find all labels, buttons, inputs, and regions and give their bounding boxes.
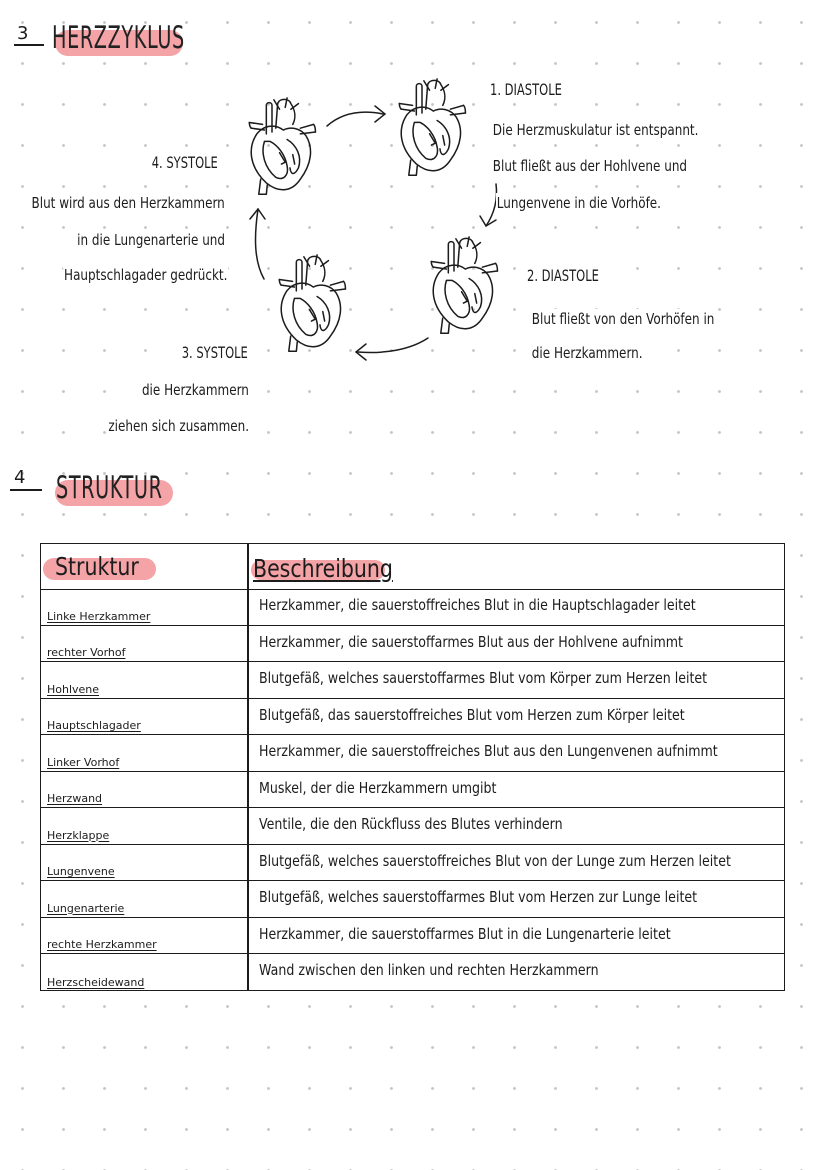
diastole2-line: Blut fließt von den Vorhöfen in — [531, 310, 715, 328]
table-row — [41, 662, 784, 699]
systole4-line: in die Lungenarterie und — [77, 231, 226, 249]
table-row — [41, 626, 784, 663]
table-row — [41, 808, 784, 845]
header-struktur: Struktur — [55, 552, 139, 581]
beschreibung-cell: Herzkammer, die sauerstoffreiches Blut in die Hauptschlagader leitet — [259, 596, 696, 614]
struktur-cell: Herzscheidewand — [47, 975, 145, 989]
table-row — [41, 881, 784, 918]
beschreibung-cell: Blutgefäß, welches sauerstoffarmes Blut vom Herzen zur Lunge leitet — [259, 888, 698, 906]
section-underline — [14, 44, 44, 46]
struktur-cell: Hohlvene — [47, 682, 100, 696]
beschreibung-cell: Wand zwischen den linken und rechten Herzkammern — [259, 961, 599, 979]
systole4-title: 4. SYSTOLE — [151, 153, 218, 172]
struktur-cell: Hauptschlagader — [47, 719, 141, 732]
diastole1-line: Blut fließt aus der Hohlvene und — [492, 157, 688, 175]
systole4-line: Blut wird aus den Herzkammern — [31, 194, 226, 212]
table-body — [41, 589, 784, 990]
diastole1-title: 1. DIASTOLE — [490, 80, 562, 99]
diastole2-line: die Herzkammern. — [531, 344, 643, 362]
systole3-title: 3. SYSTOLE — [181, 343, 248, 362]
struktur-cell: Linker Vorhof — [47, 755, 120, 769]
table-row — [41, 772, 784, 809]
heart-icon — [268, 250, 353, 360]
section-number: 3 — [17, 23, 29, 44]
struktur-cell: Herzklappe — [47, 828, 110, 842]
diastole1-line: Die Herzmuskulatur ist entspannt. — [492, 121, 699, 139]
struktur-cell: Lungenvene — [47, 865, 115, 878]
systole4-line: Hauptschlagader gedrückt. — [63, 266, 228, 284]
table-row — [41, 845, 784, 882]
arrow-up-icon — [248, 205, 273, 283]
table-row — [41, 589, 784, 626]
table-row — [41, 918, 784, 955]
beschreibung-cell: Blutgefäß, welches sauerstoffarmes Blut vom Körper zum Herzen leitet — [259, 669, 708, 687]
struktur-cell: Linke Herzkammer — [47, 609, 151, 623]
heart-icon — [238, 93, 323, 203]
struktur-cell: Herzwand — [47, 792, 103, 805]
systole3-line: die Herzkammern — [142, 381, 250, 399]
table-row — [41, 735, 784, 772]
arrow-left-icon — [352, 332, 432, 362]
section-title: HERZZYKLUS — [52, 20, 185, 56]
beschreibung-cell: Herzkammer, die sauerstoffreiches Blut aus den Lungenvenen aufnimmt — [259, 742, 718, 760]
structure-table — [40, 543, 785, 991]
table-row — [41, 954, 784, 991]
systole3-line: ziehen sich zusammen. — [108, 417, 250, 435]
heart-icon — [420, 232, 505, 342]
beschreibung-cell: Herzkammer, die sauerstoffarmes Blut in die Lungenarterie leitet — [259, 924, 671, 943]
section-underline — [10, 489, 42, 491]
beschreibung-cell: Blutgefäß, das sauerstoffreiches Blut vom Herzen zum Körper leitet — [259, 705, 685, 724]
diastole2-title: 2. DIASTOLE — [527, 266, 599, 285]
beschreibung-cell: Blutgefäß, welches sauerstoffreiches Blut von der Lunge zum Herzen leitet — [259, 851, 731, 870]
table-row — [41, 699, 784, 736]
diastole1-line: Lungenvene in die Vorhöfe. — [496, 194, 661, 212]
beschreibung-cell: Muskel, der die Herzkammern umgibt — [259, 778, 497, 797]
struktur-cell: rechte Herzkammer — [47, 938, 157, 951]
table-header — [41, 544, 784, 590]
struktur-cell: rechter Vorhof — [47, 646, 126, 659]
beschreibung-cell: Ventile, die den Rückfluss des Blutes verhindern — [259, 815, 563, 833]
header-beschreibung: Beschreibung — [253, 554, 393, 583]
arrow-right-icon — [325, 100, 390, 130]
struktur-cell: Lungenarterie — [47, 901, 125, 915]
section-title: STRUKTUR — [56, 470, 163, 506]
heart-icon — [388, 74, 473, 184]
section-number: 4 — [14, 467, 26, 488]
beschreibung-cell: Herzkammer, die sauerstoffarmes Blut aus der Hohlvene aufnimmt — [259, 632, 683, 651]
